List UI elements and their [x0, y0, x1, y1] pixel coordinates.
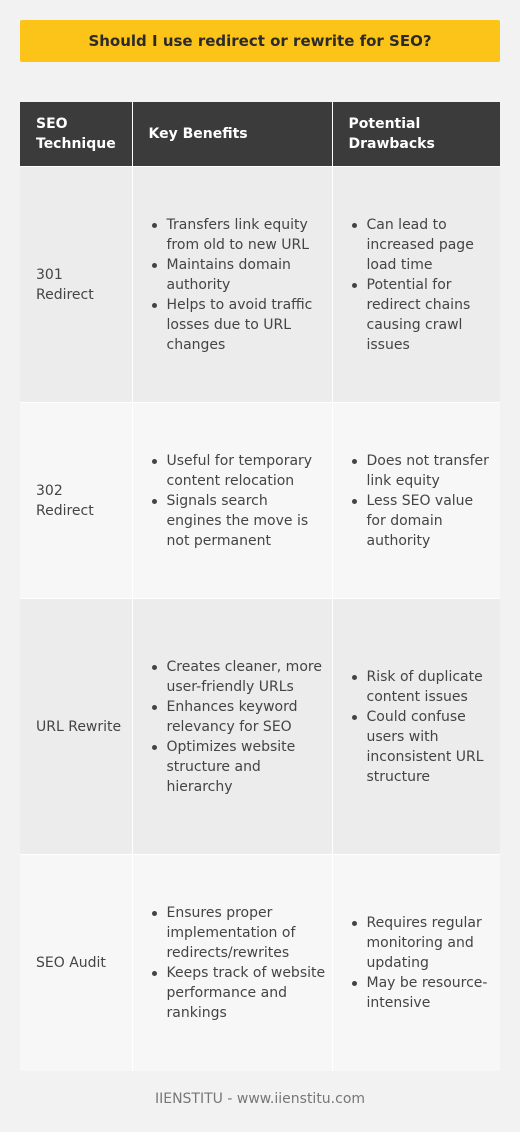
technique-cell: 302 Redirect: [20, 403, 132, 599]
title-banner: [20, 20, 500, 62]
benefits-list: [133, 215, 326, 355]
list-item: Could confuse users with inconsistent URL structure: [367, 707, 495, 787]
seo-comparison-table: [20, 102, 500, 1071]
page-title: Should I use redirect or rewrite for SEO?: [88, 32, 432, 50]
table-row: [20, 855, 500, 1071]
drawbacks-list: [333, 667, 495, 787]
list-item: Transfers link equity from old to new URL: [167, 215, 326, 255]
list-item: Optimizes website structure and hierarchy: [167, 737, 326, 797]
list-item: Risk of duplicate content issues: [367, 667, 495, 707]
benefits-cell: [132, 167, 332, 403]
list-item: Ensures proper implementation of redirects/rewrites: [167, 903, 326, 963]
table-row: [20, 403, 500, 599]
drawbacks-cell: [332, 599, 500, 855]
list-item: Creates cleaner, more user-friendly URLs: [167, 657, 326, 697]
list-item: Does not transfer link equity: [367, 451, 495, 491]
list-item: Signals search engines the move is not permanent: [167, 491, 326, 551]
drawbacks-cell: [332, 403, 500, 599]
drawbacks-cell: [332, 855, 500, 1071]
list-item: Useful for temporary content relocation: [167, 451, 326, 491]
footer-credit: IIENSTITU - www.iienstitu.com: [154, 1091, 366, 1107]
table-row: [20, 599, 500, 855]
header-key-benefits: Key Benefits: [132, 102, 332, 167]
table-row: [20, 167, 500, 403]
list-item: Helps to avoid traffic losses due to URL changes: [167, 295, 326, 355]
list-item: Can lead to increased page load time: [367, 215, 495, 275]
benefits-cell: [132, 855, 332, 1071]
list-item: Less SEO value for domain authority: [367, 491, 495, 551]
benefits-list: [133, 903, 326, 1023]
list-item: Keeps track of website performance and rankings: [166, 964, 326, 1021]
drawbacks-list: [333, 215, 495, 355]
header-seo-technique: SEO Technique: [20, 102, 132, 167]
technique-cell: SEO Audit: [20, 855, 132, 1071]
benefits-cell: [132, 599, 332, 855]
list-item: Requires regular monitoring and updating: [367, 913, 495, 973]
drawbacks-list: [333, 451, 495, 551]
technique-cell: 301 Redirect: [20, 167, 132, 403]
benefits-list: [133, 451, 326, 551]
technique-cell: URL Rewrite: [20, 599, 132, 855]
header-potential-drawbacks: Potential Drawbacks: [332, 102, 500, 167]
benefits-list: [133, 657, 326, 797]
drawbacks-cell: [332, 167, 500, 403]
benefits-cell: [132, 403, 332, 599]
list-item: Enhances keyword relevancy for SEO: [167, 697, 326, 737]
list-item: May be resource-intensive: [367, 973, 495, 1013]
list-item: Potential for redirect chains causing crawl issues: [367, 275, 495, 355]
drawbacks-list: [333, 913, 495, 1013]
table-header-row: [20, 102, 500, 167]
list-item: Maintains domain authority: [167, 255, 326, 295]
